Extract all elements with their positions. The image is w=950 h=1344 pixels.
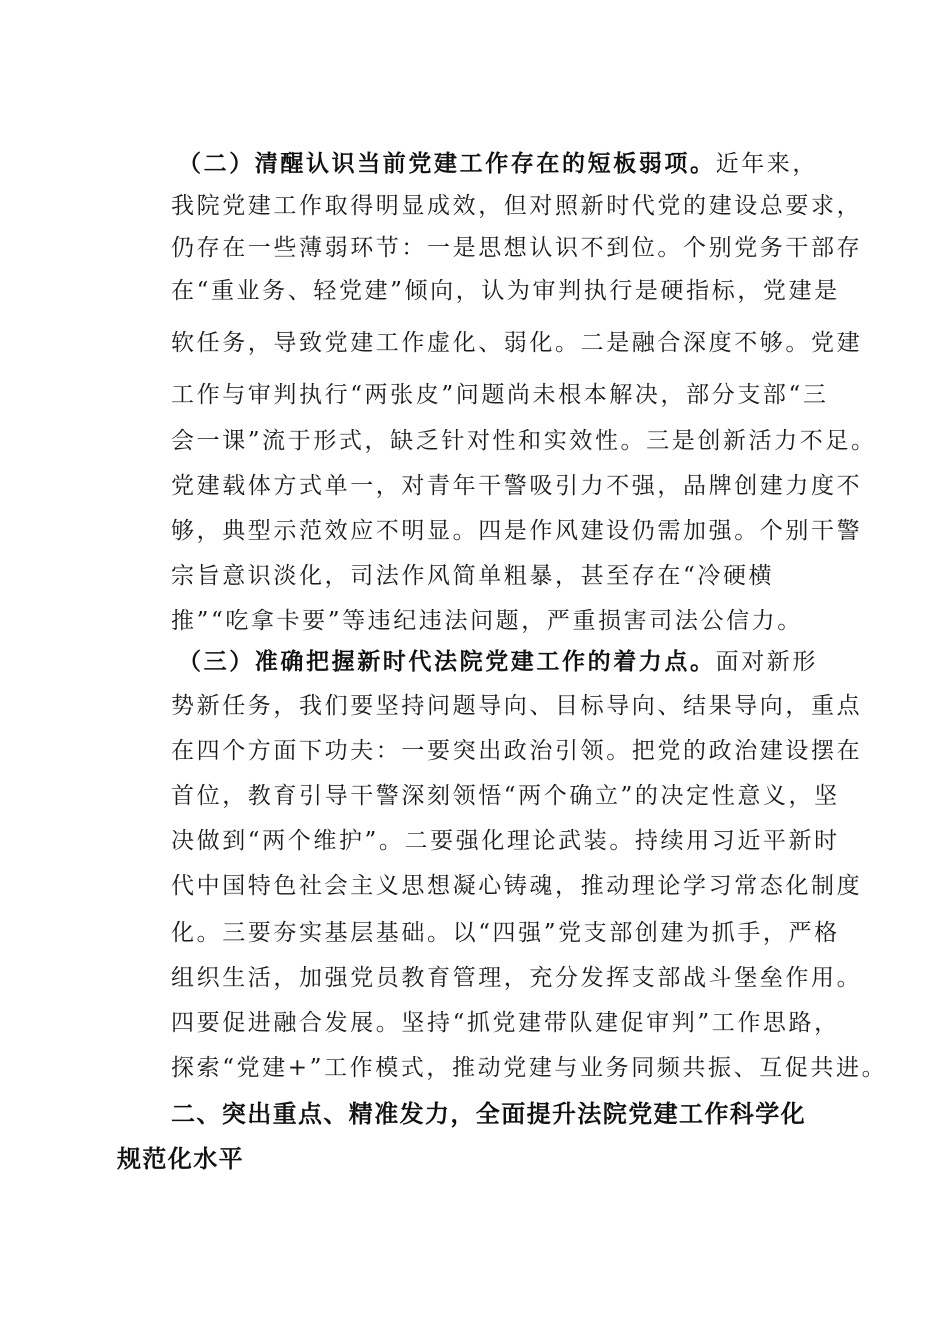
paragraph-2-line-9: 够，典型示范效应不明显。四是作风建设仍需加强。个别干警	[171, 518, 863, 544]
paragraph-2-heading: （二）清醒认识当前党建工作存在的短板弱项。	[178, 151, 716, 177]
paragraph-3-line-5: 决做到“两个维护”。二要强化理论武装。持续用习近平新时	[171, 828, 840, 854]
paragraph-2-line-3: 仍存在一些薄弱环节：一是思想认识不到位。个别党务干部存	[171, 235, 863, 261]
paragraph-2-line-11: 推”“吃拿卡要”等违纪违法问题，严重损害司法公信力。	[171, 608, 803, 634]
paragraph-2-line-10: 宗旨意识淡化，司法作风简单粗暴，甚至存在“冷硬横	[171, 563, 775, 589]
paragraph-3-line-10: 探索“党建+”工作模式，推动党建与业务同频共振、互促共进。	[171, 1055, 888, 1081]
paragraph-2-line-7: 会一课”流于形式，缺乏针对性和实效性。三是创新活力不足。	[171, 428, 877, 454]
paragraph-3-lead: 面对新形	[715, 649, 819, 675]
paragraph-3-line-4: 首位，教育引导干警深刻领悟“两个确立”的决定性意义，坚	[171, 783, 840, 809]
part-2-heading-line-1: 二、突出重点、精准发力，全面提升法院党建工作科学化	[171, 1100, 806, 1128]
paragraph-2-line-5: 软任务，导致党建工作虚化、弱化。二是融合深度不够。党建	[171, 330, 863, 356]
paragraph-2-line-6: 工作与审判执行“两张皮”问题尚未根本解决，部分支部“三	[171, 382, 829, 408]
paragraph-3-line-3: 在四个方面下功夫：一要突出政治引领。把党的政治建设摆在	[171, 738, 863, 764]
paragraph-3-line-6: 代中国特色社会主义思想凝心铸魂，推动理论学习常态化制度	[171, 873, 863, 899]
paragraph-2-line-1	[178, 143, 836, 185]
paragraph-3-line-9: 四要促进融合发展。坚持“抓党建带队建促审判”工作思路，	[171, 1010, 840, 1036]
paragraph-3-line-7: 化。三要夯实基层基础。以“四强”党支部创建为抓手，严格	[171, 920, 840, 946]
paragraph-3-line-2: 势新任务，我们要坚持问题导向、目标导向、结果导向，重点	[171, 693, 863, 719]
paragraph-2-line-8: 党建载体方式单一，对青年干警吸引力不强，品牌创建力度不	[171, 473, 863, 499]
paragraph-2-lead: 近年来，	[715, 151, 819, 177]
paragraph-2-line-2: 我院党建工作取得明显成效，但对照新时代党的建设总要求，	[171, 193, 863, 219]
paragraph-3-line-8: 组织生活，加强党员教育管理，充分发挥支部战斗堡垒作用。	[171, 965, 863, 991]
paragraph-2-line-4: 在“重业务、轻党建”倾向，认为审判执行是硬指标，党建是	[171, 278, 840, 304]
paragraph-3-line-1	[178, 641, 836, 683]
paragraph-3-heading: （三）准确把握新时代法院党建工作的着力点。	[178, 649, 716, 675]
part-2-heading-line-2: 规范化水平	[117, 1145, 244, 1173]
